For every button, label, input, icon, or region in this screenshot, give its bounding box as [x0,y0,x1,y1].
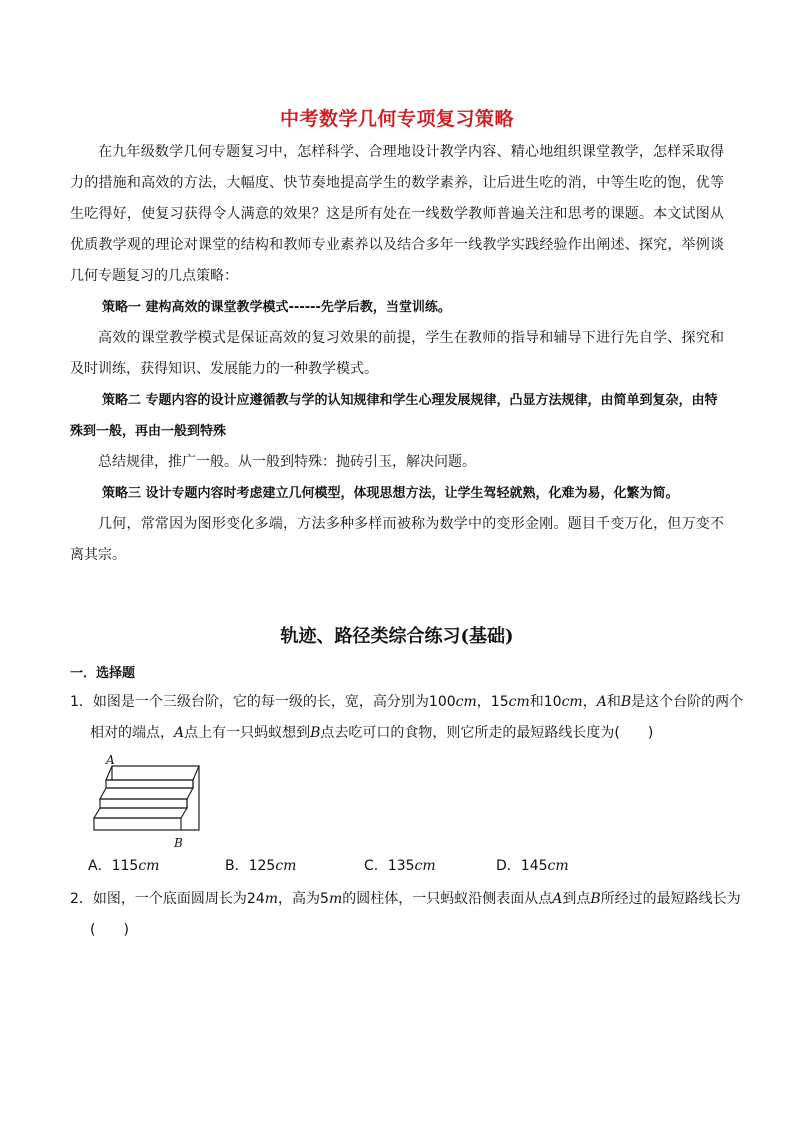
question-number: 1． [70,694,93,710]
separator: ， [476,694,491,710]
point-a: A [596,694,607,710]
circumference-value: 24 [246,891,265,907]
length-value: 100 [428,694,456,710]
question-text: 是这个台阶的两个相对的端点， [90,694,744,741]
strategy-3-heading: 策略三 设计专题内容时考虑建立几何模型，体现思想方法，让学生驾轻就熟，化难为易，化繁为简。 [102,486,679,501]
point-b: B [310,725,321,741]
point-a: A [552,891,563,907]
width-value: 15 [490,694,509,710]
option-d[interactable] [496,855,569,875]
unit: m [264,891,279,907]
point-a: A [174,725,185,741]
option-letter: C． [364,858,388,874]
question-text: 如图，一个底面圆周长为 [92,891,247,907]
option-a[interactable] [88,855,159,875]
option-value: 125 [248,858,276,874]
point-b: B [590,891,601,907]
question-text: 所经过的最短路线长为( ) [90,891,741,938]
strategy-1-heading: 策略一 建构高效的课堂教学模式------先学后教，当堂训练。 [102,300,451,315]
question-number: 2． [70,891,93,907]
option-unit: cm [414,858,436,874]
question-2 [70,884,746,946]
separator: ， [582,694,597,710]
option-value: 145 [520,858,548,874]
unit: m [328,891,343,907]
question-text: 的圆柱体，一只蚂蚁沿侧表面从点 [342,891,553,907]
intro-paragraph: 在九年级数学几何专题复习中，怎样科学、合理地设计教学内容、精心地组织课堂教学，怎样采取得力的措施和高效的方法，大幅度、快节奏地提高学生的数学素养，让后进生吃的消，中等生吃的饱，优等生吃得好，使复习获得令人满意的效果？这是所有处在一线数学教师普遍关注和思考的课题。本文试图从优质教学观的理论对课堂的结构和教师专业素养以及结合多年一线教学实践经验作出阐述、探究，举例谈几何专题复习的几点策略： [70,144,724,284]
conjunction: 和 [606,694,621,710]
unit: cm [455,694,477,710]
question-text: 点上有一只蚂蚁想到 [184,725,311,741]
question-text: 到点 [562,891,591,907]
strategy-1-body: 高效的课堂教学模式是保证高效的复习效果的前提，学生在教师的指导和辅导下进行先自学、探究和及时训练，获得知识、发展能力的一种教学模式。 [70,330,724,377]
figure-label-b: B [174,836,183,850]
height-value: 10 [543,694,562,710]
separator: 和 [529,694,544,710]
question-text: 如图是一个三级台阶，它的每一级的长，宽，高分别为 [92,694,429,710]
strategy-3-body: 几何，常常因为图形变化多端，方法多种多样而被称为数学中的变形金刚。题目千变万化，但万变不离其宗。 [70,516,724,563]
option-letter: B． [225,858,249,874]
option-unit: cm [275,858,297,874]
option-letter: A． [88,858,112,874]
question-text: 点去吃可口的食物，则它所走的最短路线长度为( ) [320,725,654,741]
option-value: 135 [387,858,415,874]
question-1 [70,687,746,749]
question-text: ，高为 [278,891,321,907]
staircase-figure [86,752,216,850]
option-b[interactable] [225,855,296,875]
unit: cm [561,694,583,710]
height-value: 5 [320,891,329,907]
figure-label-a: A [106,753,115,767]
option-unit: cm [138,858,160,874]
page-title: 中考数学几何专项复习策略 [279,108,514,130]
section-heading: 一．选择题 [70,666,136,681]
strategy-2-body: 总结规律，推广一般。从一般到特殊：抛砖引玉，解决问题。 [98,454,476,470]
option-letter: D． [496,858,521,874]
option-value: 115 [111,858,139,874]
exercise-title: 轨迹、路径类综合练习(基础) [280,626,514,647]
option-unit: cm [547,858,569,874]
point-b: B [620,694,632,710]
option-c[interactable] [364,855,436,875]
strategy-2-heading: 策略二 专题内容的设计应遵循教与学的认知规律和学生心理发展规律，凸显方法规律，由简单到复杂，由特殊到一般，再由一般到特殊 [70,393,718,439]
unit: cm [508,694,530,710]
